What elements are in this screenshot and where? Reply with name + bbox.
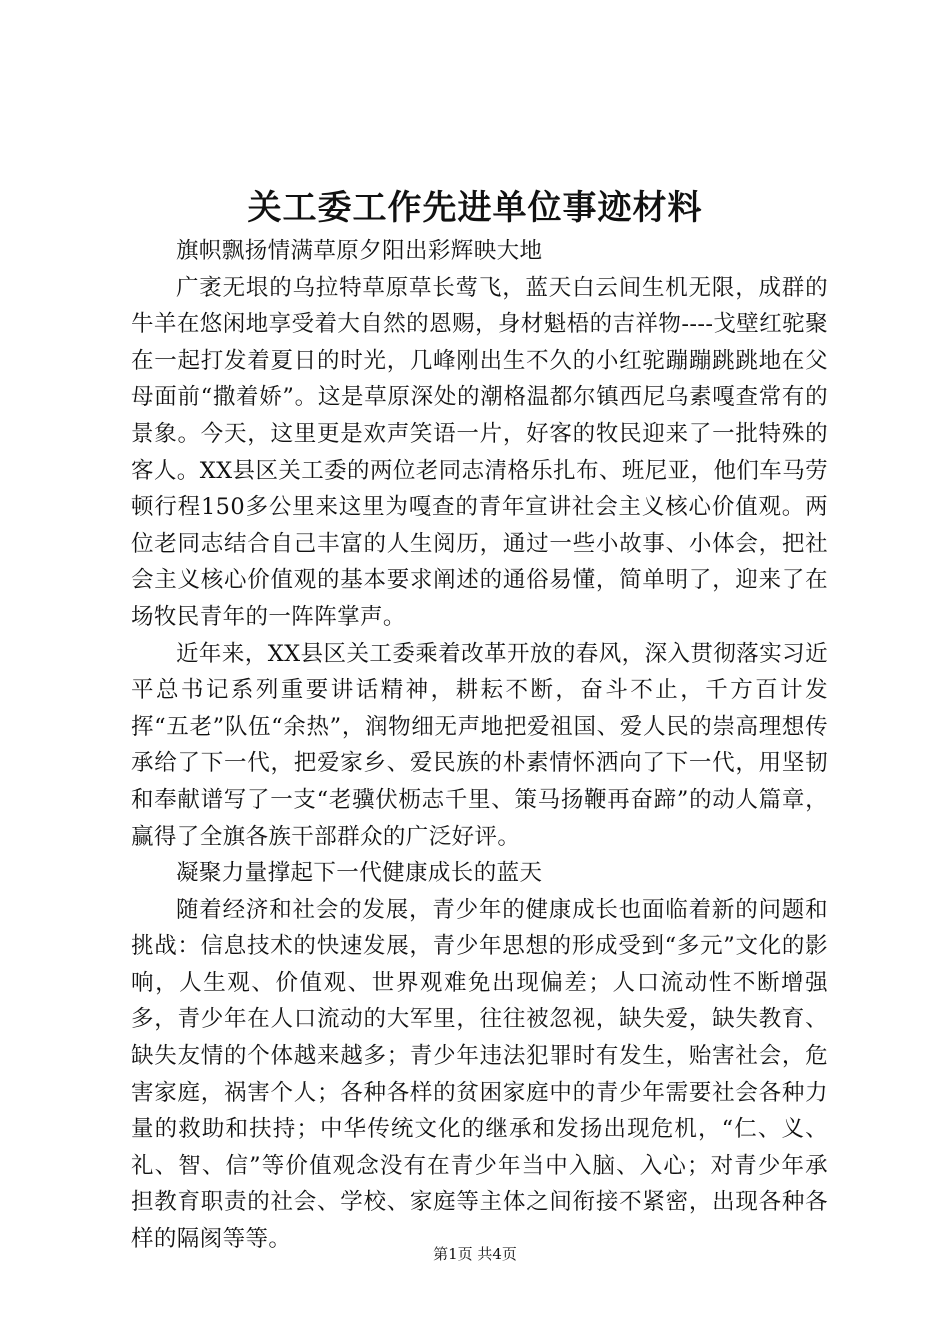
body-paragraph: 广袤无垠的乌拉特草原草长莺飞，蓝天白云间生机无限，成群的牛羊在悠闲地享受着大自然的恩赐，身材魁梧的吉祥物----戈壁红驼聚在一起打发着夏日的时光，几峰刚出生不久的小红驼蹦蹦跳跳地在父母面前“撒着娇”。这是草原深处的潮格温都尔镇西尼乌素嘎查常有的景象。今天，这里更是欢声笑语一片，好客的牧民迎来了一批特殊的客人。XX县区关工委的两位老同志清格乐扎布、班尼亚，他们车马劳顿行程150多公里来这里为嘎查的青年宣讲社会主义核心价值观。两位老同志结合自己丰富的人生阅历，通过一些小故事、小体会，把社会主义核心价值观的基本要求阐述的通俗易懂，简单明了，迎来了在场牧民青年的一阵阵掌声。 [131, 274, 828, 630]
section-heading: 凝聚力量撑起下一代健康成长的蓝天 [176, 860, 543, 887]
document-title: 关工委工作先进单位事迹材料 [247, 188, 703, 228]
document-body [131, 233, 828, 1258]
page-number-footer: 第1页 共4页 [433, 1245, 517, 1263]
body-paragraph: 近年来，XX县区关工委乘着改革开放的春风，深入贯彻落实习近平总书记系列重要讲话精神，耕耘不断，奋斗不止，千方百计发挥“五老”队伍“余热”，润物细无声地把爱祖国、爱人民的崇高理想传承给了下一代，把爱家乡、爱民族的朴素情怀洒向了下一代，用坚韧和奉献谱写了一支“老骥伏枥志千里、策马扬鞭再奋蹄”的动人篇章，赢得了全旗各族干部群众的广泛好评。 [131, 640, 828, 850]
body-paragraph: 随着经济和社会的发展，青少年的健康成长也面临着新的问题和挑战：信息技术的快速发展，青少年思想的形成受到“多元”文化的影响，人生观、价值观、世界观难免出现偏差；人口流动性不断增强多，青少年在人口流动的大军里，往往被忽视，缺失爱，缺失教育、缺失友情的个体越来越多；青少年违法犯罪时有发生，贻害社会，危害家庭，祸害个人；各种各样的贫困家庭中的青少年需要社会各种力量的救助和扶持；中华传统文化的继承和发扬出现危机，“仁、义、礼、智、信”等价值观念没有在青少年当中入脑、入心；对青少年承担教育职责的社会、学校、家庭等主体之间衔接不紧密，出现各种各样的隔阂等等。 [131, 896, 828, 1253]
section-heading: 旗帜飘扬情满草原夕阳出彩辉映大地 [176, 238, 543, 264]
